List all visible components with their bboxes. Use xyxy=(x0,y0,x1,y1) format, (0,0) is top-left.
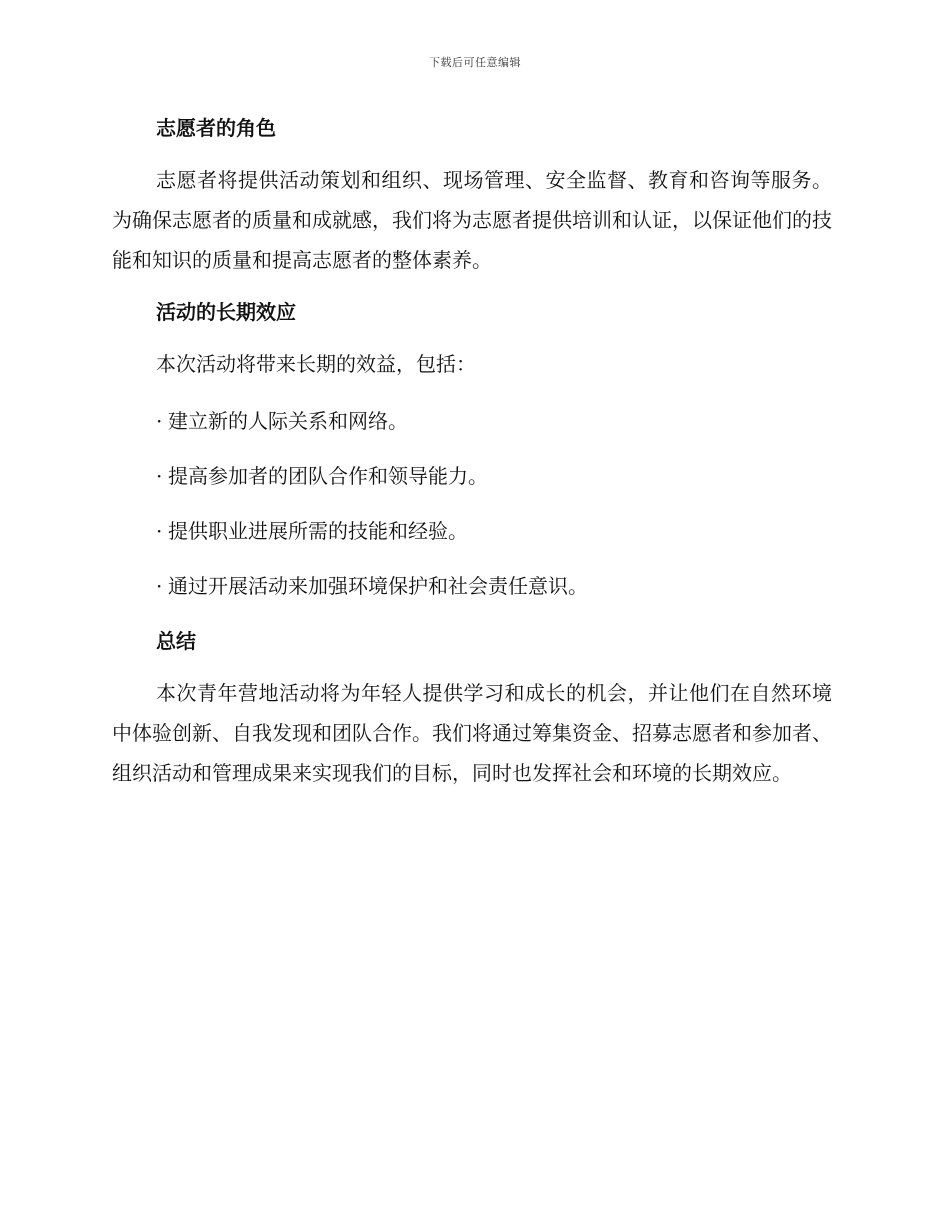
bullet-item xyxy=(112,456,832,496)
bullet-item xyxy=(112,511,832,551)
document-body xyxy=(112,108,832,805)
bullet-text: 通过开展活动来加强环境保护和社会责任意识。 xyxy=(168,574,588,598)
volunteer-role-paragraph: 志愿者将提供活动策划和组织、现场管理、安全监督、教育和咨询等服务。为确保志愿者的质量和成就感，我们将为志愿者提供培训和认证，以保证他们的技能和知识的质量和提高志愿者的整体素养。 xyxy=(112,168,832,272)
section-heading-summary: 总结 xyxy=(156,629,196,653)
long-term-effect-intro: 本次活动将带来长期的效益，包括： xyxy=(156,352,476,376)
summary-paragraph: 本次青年营地活动将为年轻人提供学习和成长的机会，并让他们在自然环境中体验创新、自我发现和团队合作。我们将通过筹集资金、招募志愿者和参加者、组织活动和管理成果来实现我们的目标，同时也发挥社会和环境的长期效应。 xyxy=(112,681,832,785)
section-heading-long-term-effect: 活动的长期效应 xyxy=(156,300,296,324)
section-heading-volunteer-role: 志愿者的角色 xyxy=(156,116,276,140)
bullet-text: 建立新的人际关系和网络。 xyxy=(168,409,408,433)
bullet-text: 提供职业进展所需的技能和经验。 xyxy=(168,519,468,543)
bullet-item xyxy=(112,566,832,606)
bullet-dot: · xyxy=(156,574,163,598)
bullet-item xyxy=(112,401,832,441)
bullet-dot: · xyxy=(156,409,163,433)
bullet-dot: · xyxy=(156,519,163,543)
bullet-text: 提高参加者的团队合作和领导能力。 xyxy=(168,464,488,488)
bullet-dot: · xyxy=(156,464,163,488)
header-note: 下载后可任意编辑 xyxy=(429,56,521,69)
